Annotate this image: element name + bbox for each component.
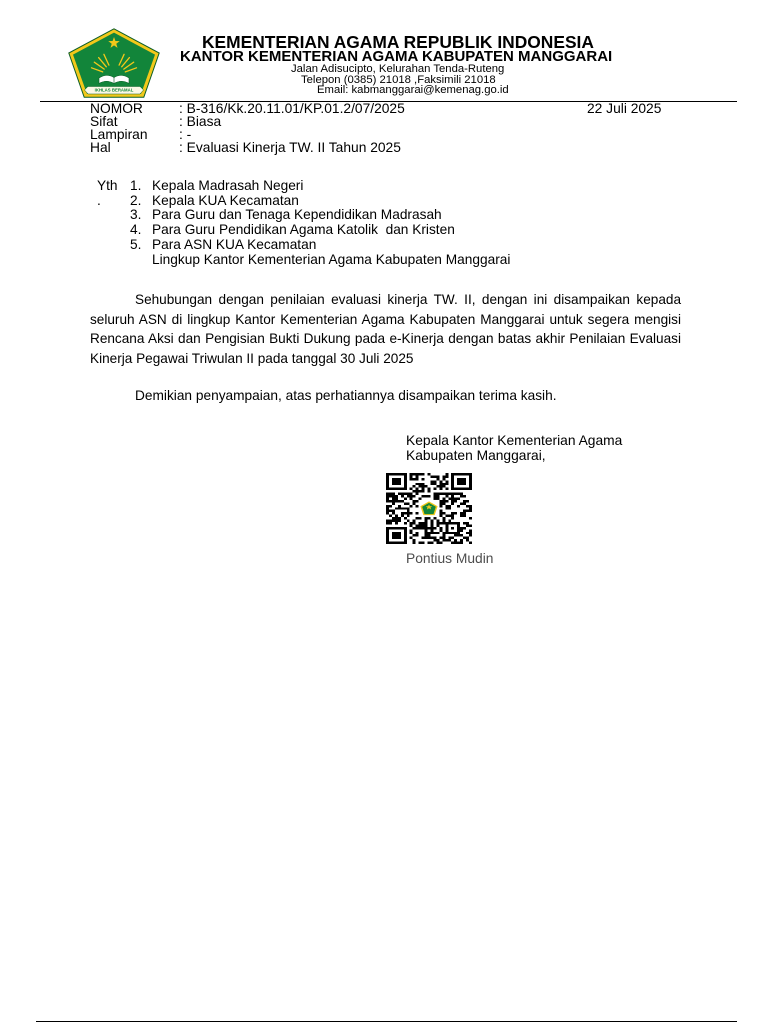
recipient-item: Para Guru Pendidikan Agama Katolik dan Kristen xyxy=(152,222,455,237)
recipient-item: Para ASN KUA Kecamatan xyxy=(152,237,317,252)
letter-date: 22 Juli 2025 xyxy=(587,101,662,116)
letter-nature-value: : Biasa xyxy=(179,114,222,129)
recipient-item: Para Guru dan Tenaga Kependidikan Madrasah xyxy=(152,207,442,222)
recipient-number: 5. xyxy=(130,237,142,252)
office-email: Email: kabmanggarai@kemenag.go.id xyxy=(317,84,509,96)
qr-code-icon xyxy=(386,473,472,544)
subject-value: : Evaluasi Kinerja TW. II Tahun 2025 xyxy=(179,140,401,155)
qr-center-logo xyxy=(419,500,440,517)
recipient-number: 4. xyxy=(130,222,142,237)
logo-ribbon xyxy=(85,87,144,95)
recipient-number: 1. xyxy=(130,178,142,193)
letter-nature-label: Sifat xyxy=(90,114,118,129)
qr-code xyxy=(386,473,472,544)
salutation: Yth xyxy=(97,178,118,193)
footer-line xyxy=(36,1021,737,1022)
kemenag-logo xyxy=(68,28,160,98)
body-paragraph: Sehubungan dengan penilaian evaluasi kinerja TW. II, dengan ini disampaikan kepada seluruh ASN di lingkup Kantor Kementerian Agama Kabupaten Manggarai untuk segera mengisi Rencana Aksi dan Pengisian Bukti Dukung pada e-Kinerja dengan batas akhir Penilaian Evaluasi Kinerja Pegawai Triwulan II pada tanggal 30 Juli 2025 xyxy=(90,292,681,366)
ministry-title: KEMENTERIAN AGAMA REPUBLIK INDONESIA xyxy=(202,32,594,52)
attachment-value: : - xyxy=(179,127,192,142)
office-address: Jalan Adisucipto, Kelurahan Tenda-Ruteng xyxy=(291,63,505,75)
attachment-label: Lampiran xyxy=(90,127,148,142)
letter-number-label: NOMOR xyxy=(90,101,143,116)
closing-sentence: Demikian penyampaian, atas perhatiannya disampaikan terima kasih. xyxy=(135,388,557,403)
recipient-number: 3. xyxy=(130,207,142,222)
logo-motto: IKHLAS BERAMAL xyxy=(94,87,134,93)
signer-title-line1: Kepala Kantor Kementerian Agama xyxy=(406,433,623,448)
letter-number-value: : B-316/Kk.20.11.01/KP.01.2/07/2025 xyxy=(179,101,405,116)
recipient-item: Kepala KUA Kecamatan xyxy=(152,193,299,208)
salutation-mark: . xyxy=(97,193,101,208)
office-phone-fax: Telepon (0385) 21018 ,Faksimili 21018 xyxy=(301,73,496,86)
recipient-item: Kepala Madrasah Negeri xyxy=(152,178,304,193)
recipient-number: 2. xyxy=(130,193,142,208)
signer-name: Pontius Mudin xyxy=(406,551,494,566)
signer-title-line2: Kabupaten Manggarai, xyxy=(406,448,546,463)
office-title: KANTOR KEMENTERIAN AGAMA KABUPATEN MANGGARAI xyxy=(180,48,613,65)
subject-label: Hal xyxy=(90,140,111,155)
kemenag-emblem-icon xyxy=(68,28,160,98)
recipient-scope: Lingkup Kantor Kementerian Agama Kabupaten Manggarai xyxy=(152,252,511,267)
